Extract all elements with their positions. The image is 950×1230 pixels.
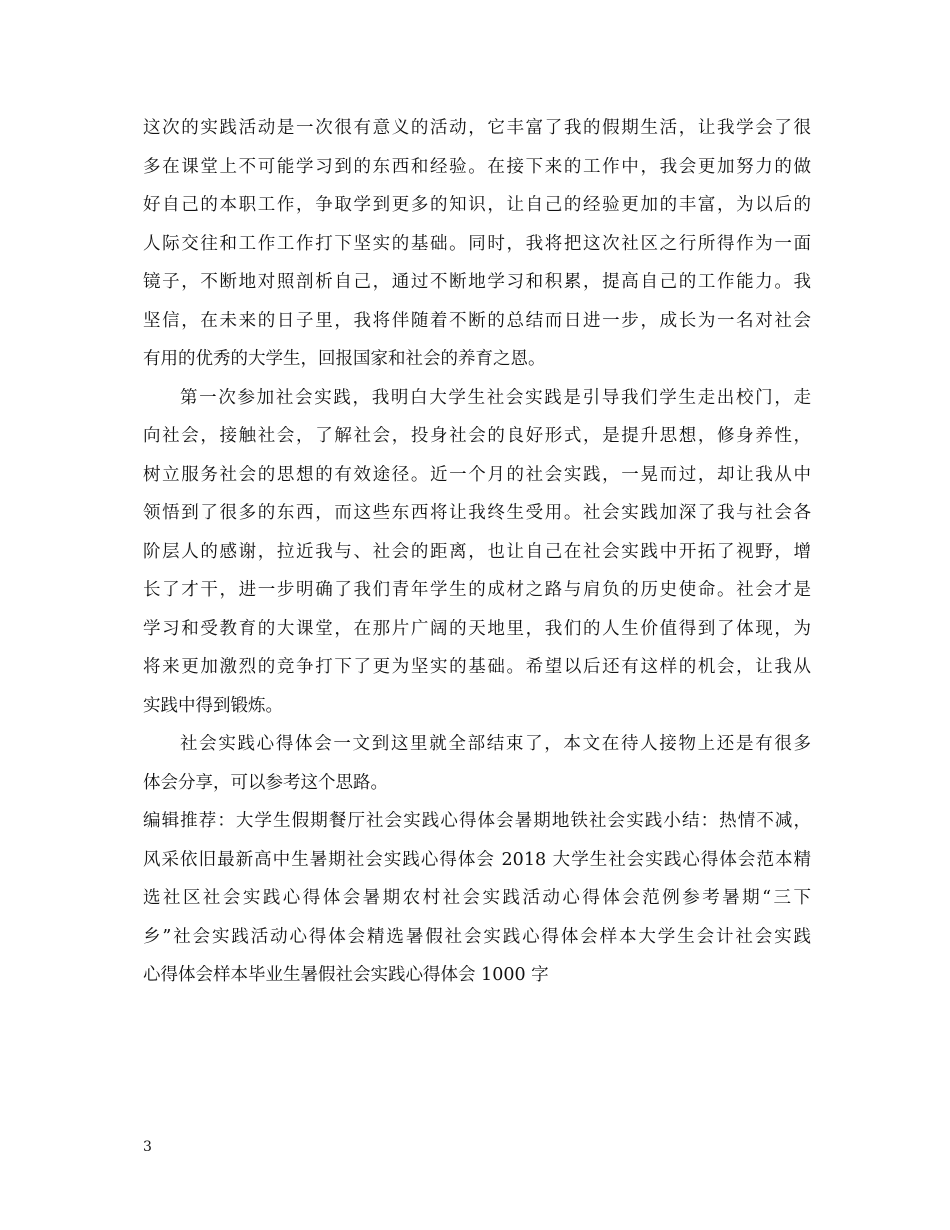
text-line: 人际交往和工作工作打下坚实的基础。同时，我将把这次社区之行所得作为一面: [143, 233, 811, 254]
page-number: 3: [143, 1139, 152, 1155]
text-line: 镜子，不断地对照剖析自己，通过不断地学习和积累，提高自己的工作能力。我: [143, 272, 811, 292]
text-line: 这次的实践活动是一次很有意义的活动，它丰富了我的假期生活，让我学会了很: [143, 118, 811, 138]
paragraph-editor-recommendations: [143, 802, 811, 995]
text-line: 领悟到了很多的东西，而这些东西将让我终生受用。社会实践加深了我与社会各: [143, 503, 811, 523]
document-body: [143, 109, 811, 995]
text-line: 第一次参加社会实践，我明白大学生社会实践是引导我们学生走出校门，走: [180, 387, 811, 408]
text-line: 长了才干，进一步明确了我们青年学生的成材之路与肩负的历史使命。社会才是: [143, 580, 811, 600]
text-line: 体会分享，可以参考这个思路。: [143, 772, 388, 793]
text-line: 树立服务社会的思想的有效途径。近一个月的社会实践，一晃而过，却让我从中: [143, 464, 811, 485]
text-line: 乡”社会实践活动心得体会精选暑假社会实践心得体会样本大学生会计社会实践: [143, 926, 811, 947]
text-line: 风采依旧最新高中生暑期社会实践心得体会 2018 大学生社会实践心得体会范本精: [143, 849, 811, 870]
text-line: 多在课堂上不可能学习到的东西和经验。在接下来的工作中，我会更加努力的做: [143, 156, 811, 177]
text-line: 将来更加激烈的竞争打下了更为坚实的基础。希望以后还有这样的机会，让我从: [143, 657, 811, 677]
text-line: 阶层人的感谢，拉近我与、社会的距离，也让自己在社会实践中开拓了视野，增: [143, 541, 811, 562]
text-line: 编辑推荐：大学生假期餐厅社会实践心得体会暑期地铁社会实践小结：热情不减，: [143, 811, 811, 831]
text-line: 有用的优秀的大学生，回报国家和社会的养育之恩。: [143, 349, 546, 369]
paragraph-first-practice: [143, 379, 811, 726]
text-line: 社会实践心得体会一文到这里就全部结束了，本文在待人接物上还是有很多: [180, 734, 811, 754]
text-line: 坚信，在未来的日子里，我将伴随着不断的总结而日进一步，成长为一名对社会: [143, 310, 811, 331]
text-line: 学习和受教育的大课堂，在那片广阔的天地里，我们的人生价值得到了体现，为: [143, 618, 811, 639]
text-line: 实践中得到锻炼。: [143, 695, 283, 716]
text-line: 好自己的本职工作，争取学到更多的知识，让自己的经验更加的丰富，为以后的: [143, 195, 811, 215]
paragraph-conclusion: [143, 725, 811, 802]
paragraph-summary: [143, 109, 811, 379]
text-line: 选社区社会实践心得体会暑期农村社会实践活动心得体会范例参考暑期“三下: [143, 888, 811, 908]
text-line: 向社会，接触社会，了解社会，投身社会的良好形式，是提升思想，修身养性，: [143, 426, 811, 446]
text-line: 心得体会样本毕业生暑假社会实践心得体会 1000 字: [143, 965, 549, 985]
